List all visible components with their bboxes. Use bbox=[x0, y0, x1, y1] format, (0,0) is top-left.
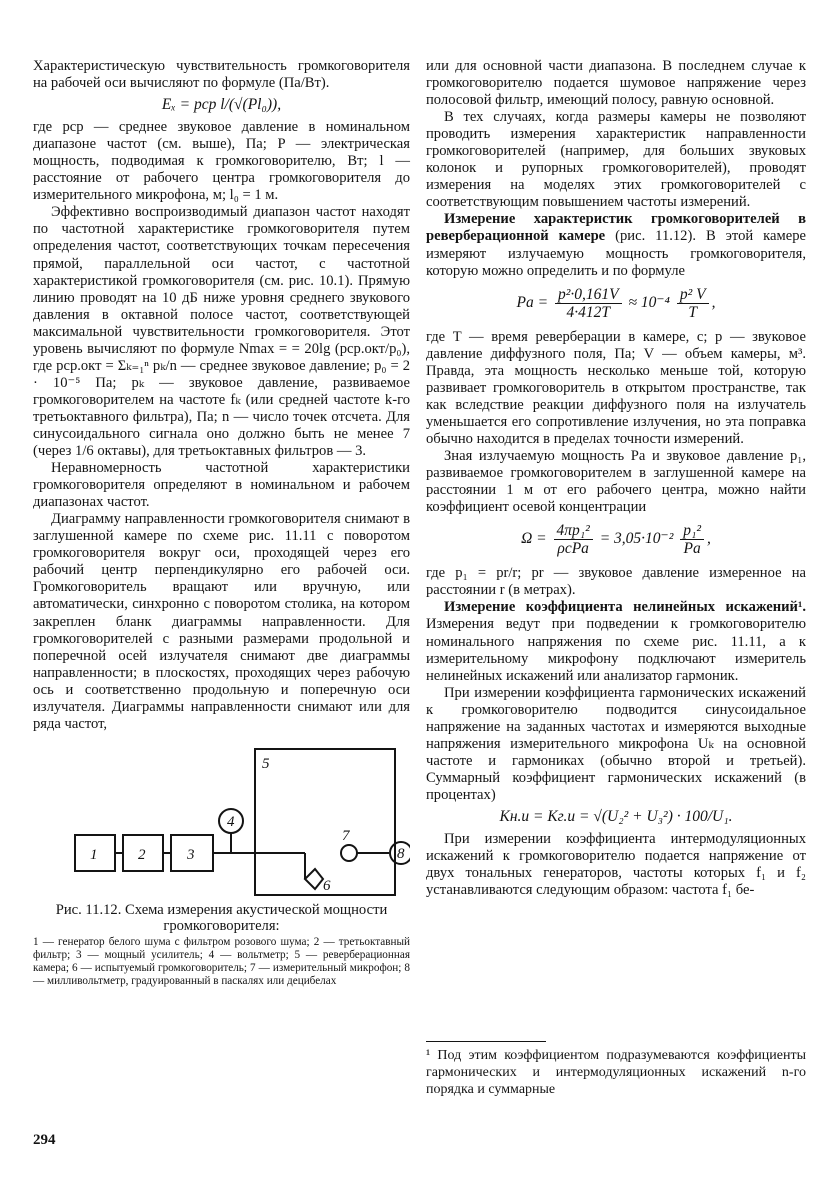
paragraph: где T — время реверберации в камере, с; p — звуковое давление диффузного поля, Па; V — объем камеры, м³. Правда, эта мощность несколько меньше той, которую развивает громкоговоритель в открытом пространстве, так как вследствие реакции диффузного поля на излучатель уменьшается его сопротивление излучения, но эта поправка обычно находится в пределах точности измерений. bbox=[426, 328, 806, 447]
figure-caption: Рис. 11.12. Схема измерения акустической мощности громкоговорителя: bbox=[55, 901, 388, 934]
label-5: 5 bbox=[262, 755, 270, 772]
paragraph bbox=[426, 599, 806, 684]
denominator: ρcPa bbox=[557, 540, 589, 558]
numerator: p² V bbox=[677, 286, 709, 304]
fraction bbox=[680, 522, 704, 557]
speaker-shape bbox=[305, 869, 323, 889]
page-number: 294 bbox=[33, 1132, 56, 1148]
formula-mid: = 3,05·10⁻² bbox=[599, 530, 674, 548]
footnote: ¹ Под этим коэффициентом подразумеваются коэффициенты гармонических и интермодуляционных искажений n-го порядка и суммарные bbox=[426, 1048, 806, 1097]
schematic-svg bbox=[33, 747, 410, 902]
paragraph: где pср — среднее звуковое давление в номинальном диапазоне частот (см. выше), Па; P — электрическая мощность, подводимая к громкоговорителю, Вт; l — расстояние от рабочего центра громкоговорителя до измерительного микрофона, м; l₀ = 1 м. bbox=[33, 119, 410, 204]
label-6: 6 bbox=[323, 877, 331, 894]
label-7: 7 bbox=[342, 827, 350, 844]
paragraph: Характеристическую чувствительность громкоговорителя на рабочей оси вычисляют по формуле (Па/Вт). bbox=[33, 58, 410, 92]
label-4: 4 bbox=[227, 813, 235, 830]
paragraph: Неравномерность частотной характеристики громкоговорителя определяют в номинальном и рабочем диапазонах частот. bbox=[33, 460, 410, 511]
paragraph: Зная излучаемую мощность Pa и звуковое давление p₁, развиваемое громкоговорителем в заглушенной камере на расстоянии 1 м от его рабочего центра, можно найти коэффициент осевой концентрации bbox=[426, 448, 806, 516]
paragraph: При измерении коэффициента интермодуляционных искажений к громкоговорителю подается напряжение от двух тональных генераторов, частоты которых f₁ и f₂ устанавливаются следующим образом: частота f₁ бе- bbox=[426, 831, 806, 899]
formula-approx: ≈ 10⁻⁴ bbox=[628, 293, 670, 311]
paragraph-text: Измерения ведут при подведении к громкоговорителю номинального напряжения по схеме рис. 11.11, а к измерительному микрофону подключают измеритель нелинейных искажений или анализатор гармоник. bbox=[426, 616, 806, 684]
mic-circle bbox=[341, 845, 357, 861]
numerator: 4πp₁² bbox=[554, 522, 593, 540]
formula-end: , bbox=[711, 293, 716, 311]
denominator: Pa bbox=[683, 540, 701, 558]
formula-power bbox=[426, 286, 806, 321]
label-3: 3 bbox=[187, 846, 195, 863]
formula-sensitivity: Eₓ = pср l/(√(Pl₀)), bbox=[161, 96, 282, 114]
numerator: p₁² bbox=[680, 522, 704, 540]
paragraph: или для основной части диапазона. В последнем случае к громкоговорителю подается шумовое напряжение через полосовой фильтр, имеющий полосу, равную основной. bbox=[426, 58, 806, 109]
figure-11-12-diagram bbox=[33, 747, 410, 902]
denominator: T bbox=[688, 303, 697, 321]
formula-harmonic: Kн.и = Kг.и = √(U₂² + U₃²) · 100/U₁. bbox=[499, 807, 733, 825]
denominator: 4·412T bbox=[566, 303, 611, 321]
footnote-divider bbox=[426, 1041, 546, 1042]
paragraph bbox=[426, 211, 806, 279]
fraction bbox=[554, 522, 593, 557]
formula-lhs: Ω = bbox=[521, 530, 547, 548]
paragraph: где p₁ = pr/r; pr — звуковое давление измеренное на расстоянии r (в метрах). bbox=[426, 565, 806, 599]
label-2: 2 bbox=[138, 846, 146, 863]
section-heading: Измерение характеристик громкоговорителей в реверберационной камере bbox=[426, 211, 806, 245]
formula-lhs: Pa = bbox=[516, 293, 549, 311]
section-heading: Измерение коэффициента нелинейных искажений¹. bbox=[444, 599, 806, 616]
reverb-chamber bbox=[255, 749, 395, 895]
paragraph: В тех случаях, когда размеры камеры не позволяют проводить измерения характеристик направленности громкоговорителей (например, для больших звуковых колонок и рупорных громкоговорителей), проводят измерения на моделях этих громкоговорителей с соответствующим повышением частоты измерений. bbox=[426, 109, 806, 211]
fraction bbox=[677, 286, 709, 321]
label-8: 8 bbox=[397, 845, 405, 862]
label-1: 1 bbox=[90, 846, 98, 863]
paragraph-text: (рис. 11.12). В этой камере измеряют излучаемую мощность громкоговорителя, которую можно определить и по формуле bbox=[426, 228, 806, 279]
left-column bbox=[33, 58, 410, 988]
numerator: p²·0,161V bbox=[555, 286, 622, 304]
paragraph: При измерении коэффициента гармонических искажений к громкоговорителю подводится синусоидальное напряжение на заданных частотах и измеряются выходные напряжения измерительного микрофона Uₖ на основной частоте и гармониках (обычно второй и третьей). Суммарный коэффициент гармонических искажений (в процентах) bbox=[426, 684, 806, 803]
paragraph: Диаграмму направленности громкоговорителя снимают в заглушенной камере по схеме рис. 11.11 с поворотом громкоговорителя вокруг оси, проходящей через его рабочий центр перпендикулярно его рабочей оси. Громкоговоритель вращают или вручную, или автоматически, синхронно с поворотом столика, на котором закреплен бланк диаграммы направленности. Для громкоговорителей с разными размерами продольной и поперечной осей излучателя снимают две диаграммы направленности; в плоскостях, проходящих через рабочую ось и соответственно продольную и поперечную оси излучателя. Диаграммы направленности снимают или для ряда частот, bbox=[33, 511, 410, 732]
fraction bbox=[555, 286, 622, 321]
formula-end: , bbox=[707, 530, 711, 548]
right-column bbox=[426, 58, 806, 899]
figure-legend: 1 — генератор белого шума с фильтром розового шума; 2 — третьоктавный фильтр; 3 — мощный усилитель; 4 — вольтметр; 5 — реверберационная камера; 6 — испытуемый громкоговоритель; 7 — измерительный микрофон; 8 — милливольтметр, градуированный в паскалях или децибелах bbox=[33, 935, 410, 987]
paragraph: Эффективно воспроизводимый диапазон частот находят по частотной характеристике громкоговорителя путем определения частот, соответствующих точкам пересечения прямой, параллельной оси частот, с частотной характеристикой громкоговорителя (см. рис. 10.1). Прямую линию проводят на 10 дБ ниже уровня среднего звукового давления в октавной полосе частот, соответствующей максимальной чувствительности громкоговорителя. Этот уровень вычисляют по формуле Nmax = = 20lg (pср.окт/p₀), где pср.окт = Σₖ₌₁ⁿ pₖ/n — среднее звуковое давление; p₀ = 2 · 10⁻⁵ Па; pₖ — звуковое давление, развиваемое громкоговорителем на частоте fₖ (или средней частоте k-го третьоктавного фильтра), Па; n — число точек отсчета. Для синусоидального сигнала оно должно быть не менее 7 (через 1/6 октавы), для третьоктавных фильтров — 3. bbox=[33, 204, 410, 460]
formula-concentration bbox=[426, 522, 806, 557]
